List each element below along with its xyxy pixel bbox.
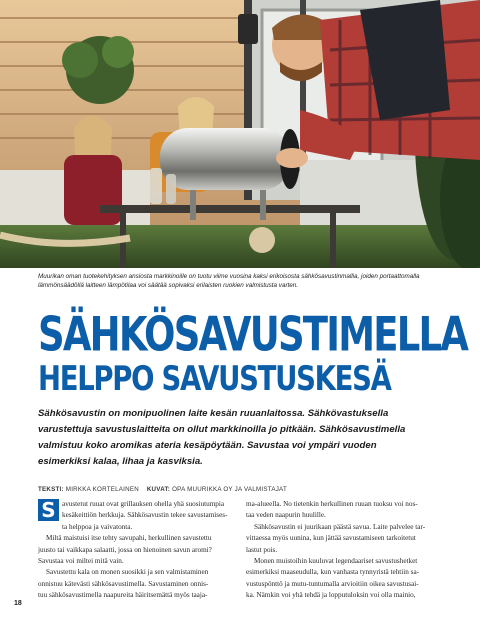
credits-text-author: MIRKKA KORTELAINEN <box>65 486 139 493</box>
credits-text-label: TEKSTI: <box>38 486 64 493</box>
hero-photo <box>0 0 480 268</box>
photo-caption: Muurikan oman tuotekehityksen ansiosta markkinoille on tuotu viime vuosina kaksi erikoisosta sähkösavustinmallia, joiden portaattomalla lämmönsäädöllä laitteen lämpötilaa voi säätää sopivaksi erilaisten ruokien valmistusta varten. <box>38 273 420 289</box>
body-line: avustetut ruuat ovat grillauksen ohella yhä suosiutumpia <box>62 500 225 508</box>
body-line: ka. Nämkin voi yhä tehdä ja lopputuloksin voi olla mainio, <box>246 591 416 600</box>
headline <box>38 307 468 399</box>
body-line: ta helppoa ja vaivatonta. <box>62 522 133 531</box>
body-line: Monen muistoihin kuuluvat legendaariset savustushetket <box>254 557 418 566</box>
page-number: 18 <box>14 600 22 607</box>
body-line: lastut pois. <box>246 545 278 554</box>
body-line: taa veden naapurin huulille. <box>246 511 326 520</box>
body-line: juusto tai vaikkapa salaatti, jossa on hienoinen savun aromi? <box>38 545 212 554</box>
body-line: Miltä maistuisi itse tehty savupahi, herkullinen savustettu <box>46 534 212 543</box>
lead-paragraph <box>38 406 438 470</box>
body-line: onnistuu kätevästi sähkösavustimella. Savustaminen onnis- <box>38 579 209 588</box>
body-column-right <box>246 499 444 602</box>
lead-line: esimerkiksi kalaa, lihaa ja kasviksia. <box>38 456 203 467</box>
lead-line: Sähkösavustin on monipuolinen laite kesän ruuanlaitossa. Sähkövastuksella <box>38 408 389 419</box>
headline-line-1: SÄHKÖSAVUSTIMELLA <box>38 307 468 363</box>
body-line: vustuspönttö ja mutu-tuntumalla arvioitiin oikea savustusai- <box>246 579 419 588</box>
drop-cap: S <box>38 499 59 521</box>
body-line: Savustettu kala on monen suosikki ja sen valmistaminen <box>46 568 209 577</box>
body-line: kesäkeittiön herkkuja. Sähkösavustin tekee savustamises- <box>62 511 228 520</box>
body-line: esimerkiksi maaseudulla, kun vanhasta tynnyristä tehtiin sa- <box>246 568 420 577</box>
body-column-left <box>38 499 236 602</box>
headline-line-2: HELPPO SAVUSTUSKESÄ <box>38 359 391 399</box>
credits <box>38 486 287 493</box>
lead-line: valmistuu koko aromikas ateria kesäpöytään. Savustaa voi ympäri vuoden <box>38 440 377 451</box>
body-line: Savustaa voi miltei mitä vain. <box>38 557 124 566</box>
body-line: vittaessa myös uunina, kun jättää savustamiseen tarkoitetut <box>246 534 416 543</box>
body-line: ma-alueella. Nо tietenkin herkullinen ruuan tuoksu voi nos- <box>246 500 418 508</box>
lead-line: varustettuja savustuslaitteita on ollut markkinoilla jo pitkään. Sähkösavustimella <box>38 424 406 435</box>
credits-photos-author: OPA MUURIKKA OY JA VALMISTAJAT <box>172 486 287 493</box>
body-line: tuu sähkösavustimella naapureita häiritsemättä myös taaja- <box>38 591 208 600</box>
credits-photos-label: KUVAT: <box>146 486 171 493</box>
body-line: Sähkösavustin ei juurikaan päästä savua. Laite palvelee tar- <box>254 522 426 531</box>
